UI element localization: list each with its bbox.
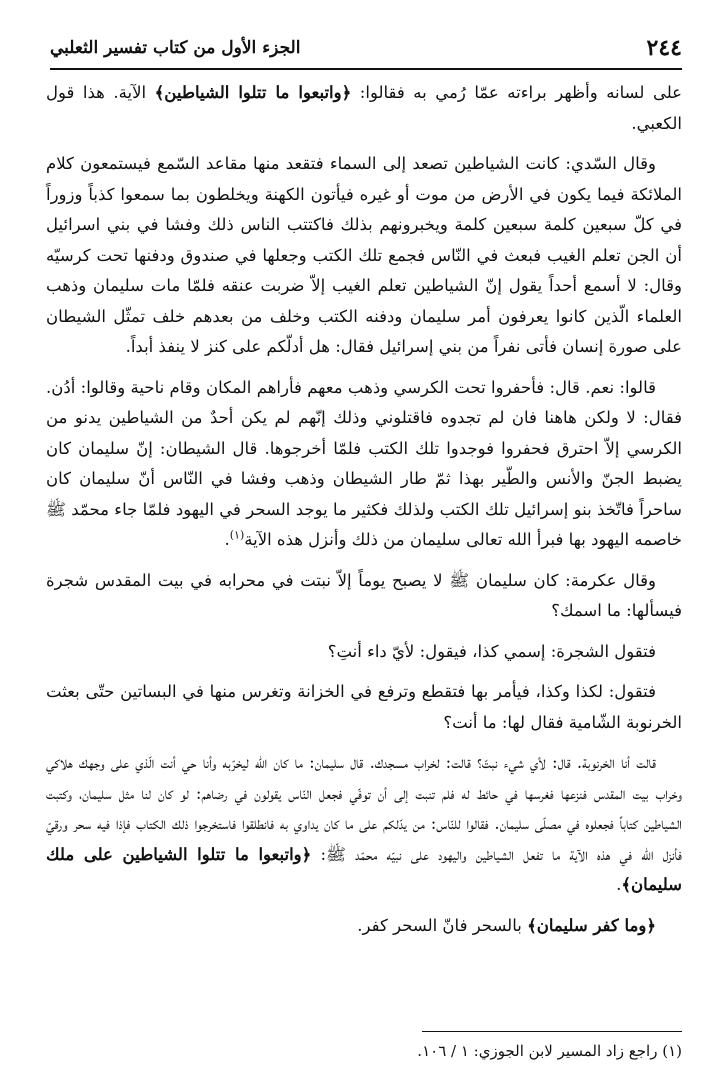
body-text [46,78,682,951]
text-run: . [224,530,230,549]
running-title: الجزء الأول من كتاب تفسير الثعلبي [50,38,301,58]
text-run: قالت أنا الخرنوبة. قال: لأي شيء نبتّ؟ قالت: لخراب مسجدك. قال سليمان: ما كان الله ليخرّبه وأنا حي أنت الّذي على وجهك هلاكي وخراب بيت المقدس فنزعها فغرسها في حائط له فلم تنبت إلى أن توفّي فجعل النّاس يقولون في رضاهم: لو كان لنا مثل سليمان، وكتبت الشياطين كتاباً فجعلوه في مصلّى سليمان. فقالوا للنّاس: من يدّلكم على ما كان يداوي به فانطلقوا فاستخرجوا ذلك الكتاب فإذا فيه سحر ورقيّ فأنزل الله في هذه الآية ما تفعل الشياطين واليهود على نبيّه محمّد ﷺ: [46,753,682,864]
text-run: بالسحر فانّ السحر كفر. [357,915,528,935]
quran-quote: ﴿واتبعوا ما تتلوا الشياطين﴾ [154,83,352,102]
page-header [50,28,682,68]
paragraph-8 [46,911,682,942]
text-run: . [616,875,622,894]
page-number: ٢٤٤ [646,35,682,61]
footnote: (١) راجع زاد المسير لابن الجوزي: ١ / ١٠٦. [417,1042,682,1060]
paragraph-3 [46,373,682,556]
text-run: على لسانه وأظهر براءته عمّا رُمي به فقالوا: [351,83,683,102]
paragraph-2: وقال السّدي: كانت الشياطين تصعد إلى السماء فتقعد منها مقاعد السّمع فيستمعون كلام الملائكة فيما يكون في الأرض من موت أو غيره فيأتون الكهنة ويخلطون بما سمعوا كذباً وزوراً في كلّ سبعين كلمة سبعين كلمة ويخبرونهم بذلك فاكتتب الناس ذلك وفشا في بني اسرائيل أن الجن تعلم الغيب فبعث في النّاس فجمع تلك الكتب وجعلها في صندوق ودفنها تحت كرسيّه وقال: لا أسمع أحداً يقول إنّ الشياطين تعلم الغيب إلاّ ضربت عنقه فلمّا مات سليمان وذهب العلماء الّذين كانوا يعرفون أمر سليمان ودفنه الكتب وخلف من بعدهم خلف تمثّل الشيطان على صورة إنسان فأتى نفراً من بني إسرائيل فقال: هل أدلّكم على كنز لا ينفذ أبداً. [46,154,682,356]
header-rule [50,68,682,70]
paragraph-4: وقال عكرمة: كان سليمان ﷺ لا يصبح يوماً إلاّ نبتت في محرابه في بيت المقدس شجرة فيسألها: ما اسمك؟ [46,570,682,620]
paragraph-7 [46,748,682,901]
quran-quote: ﴿وما كفر سليمان﴾ [527,915,656,935]
footnote-rule [422,1031,682,1032]
paragraph-6: فتقول: لكذا وكذا، فيأمر بها فتقطع وترفع في الخزانة وتغرس منها في البساتين حتّى بعثت الخرنوبة الشّامية فقال لها: ما أنت؟ [46,682,682,732]
text-run: قالوا: نعم. قال: فأحفروا تحت الكرسي وذهب معهم فأراهم المكان وقام ناحية وقالوا: أدُن. فقال: لا ولكن هاهنا فان لم تجدوه فاقتلوني وذلك إنّهم لم يكن أحدٌ من الشياطين يدنو من الكرسي إلاّ احترق فحفروا فوجدوا تلك الكتب فلمّا أخرجوها. قال الشيطان: إنّ سليمان كان يضبط الجنّ والأنس والطّير بهذا ثمّ طار الشيطان وذهب وفشا في النّاس أنّ سليمان كان ساحراً فاتّخذ بنو إسرائيل تلك الكتب ولذلك فكثير ما يوجد السحر في اليهود فلمّا جاء محمّد ﷺ خاصمه اليهود بها فبرأ الله تعالى سليمان من ذلك وأنزل هذه الآية [46,377,682,549]
text-run: الآية. هذا قول الكعبي. [46,83,682,133]
paragraph-5: فتقول الشجرة: إسمي كذا، فيقول: لأيّ داء أنتِ؟ [327,641,656,661]
paragraph-1 [46,78,682,139]
footnote-ref: (١) [229,528,245,542]
quran-quote: ﴿واتبعوا ما تتلوا الشياطين على ملك سليمان﴾ [46,844,682,894]
